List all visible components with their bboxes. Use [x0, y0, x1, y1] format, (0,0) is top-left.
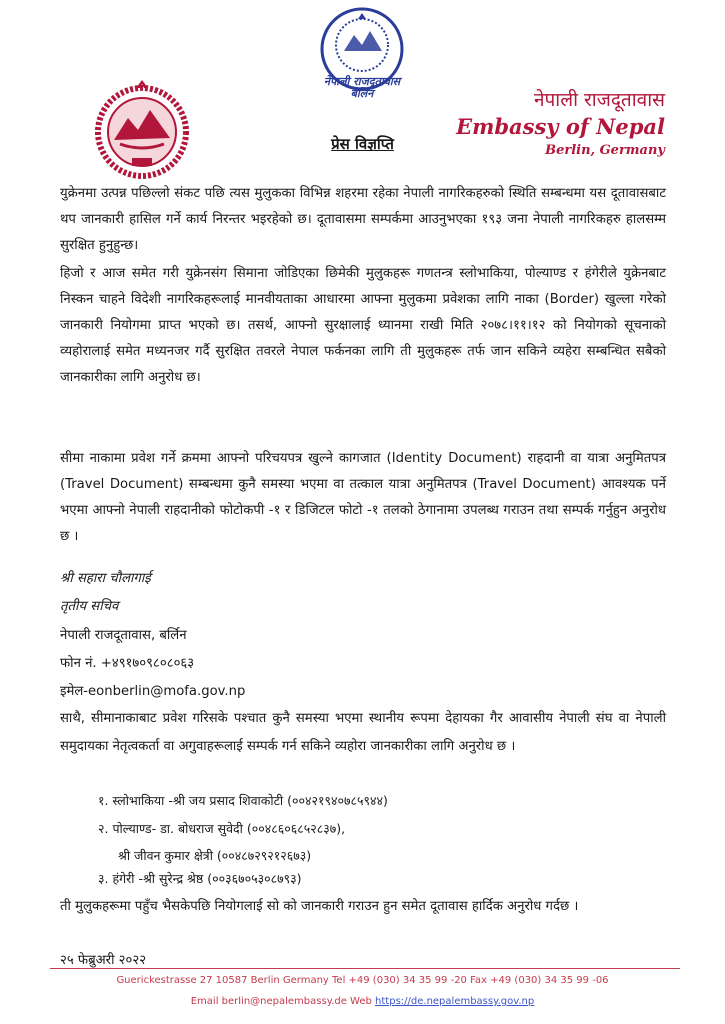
embassy-name-english: Embassy of Nepal: [456, 114, 665, 139]
signatory-name: श्री सहारा चौलागाई: [60, 571, 151, 586]
seal-text-city: बर्लिन: [350, 87, 374, 100]
paragraph-4: साथै, सीमानाकाबाट प्रवेश गरिसके पश्चात कुनै समस्या भएमा स्थानीय रूपमा देहायका गैर आवासीय नेपाली संघ वा नेपाली समुदायका नेतृत्वकर्ता वा अगुवाहरूलाई सम्पर्क गर्न सकिने व्यहोरा जानकारीका लागि अनुरोध छ ।: [60, 711, 666, 754]
footer-contact: [0, 996, 725, 1007]
document-title: [0, 134, 725, 154]
signatory-office: नेपाली राजदूतावास, बर्लिन: [60, 628, 187, 643]
footer-web-link[interactable]: https://de.nepalembassy.gov.np: [375, 996, 535, 1007]
signatory-phone: फोन नं. +४९१७०९८०८०६३: [60, 656, 195, 671]
document-date: २५ फेब्रुअरी २०२२: [60, 953, 147, 968]
footer-email: Email berlin@nepalembassy.de Web: [190, 996, 372, 1007]
contact-item: श्री जीवन कुमार क्षेत्री (००४८७२९२१२६७३): [118, 848, 312, 863]
embassy-city: Berlin, Germany: [545, 143, 665, 158]
paragraph-2: हिजो र आज समेत गरी युक्रेनसंग सिमाना जोडिएका छिमेकी मुलुकहरू गणतन्त्र स्लोभाकिया, पोल्याण्ड र हंगेरीले युक्रेनबाट निस्कन चाहने विदेशी नागरिकहरूलाई मानवीयताका आधारमा आफ्ना मुलुकमा प्रवेशका लागि नाका (Border) खुल्ला गरेको जानकारी नियोगमा प्राप्त भएको छ। तसर्थ, आफ्नो सुरक्षालाई ध्यानमा राखी मिति २०७८।११।१२ को नियोगको सूचनाको व्यहोरालाई समेत मध्यनजर गर्दै सुरक्षित तवरले नेपाल फर्कनका लागि ती मुलुकहरू तर्फ जान सकिने व्यहेरा सम्बन्धित सबैको जानकारीका लागि अनुरोध छ।: [60, 266, 666, 385]
contact-item: २. पोल्याण्ड- डा. बोधराज सुवेदी (००४८६०६८५२८३७),: [98, 821, 346, 836]
paragraph-3: सीमा नाकामा प्रवेश गर्ने क्रममा आफ्नो परिचयपत्र खुल्ने कागजात (Identity Document) राहदानी वा यात्रा अनुमितपत्र (Travel Document) सम्बन्धमा कुनै समस्या भएमा वा तत्काल यात्रा अनुमितपत्र (Travel Document) आवश्यक पर्ने भएमा आफ्नो नेपाली राहदानीको फोटोकपी -१ र डिजिटल फोटो -१ तलको ठेगानामा उपलब्ध गराउन तथा सम्पर्क गर्नुहुन अनुरोध छ ।: [60, 451, 666, 544]
seal-text-embassy: नेपाली राजदूतावास: [323, 75, 401, 88]
signatory-email: इमेल-eonberlin@mofa.gov.np: [60, 684, 246, 699]
contact-item: ३. हंगेरी -श्री सुरेन्द्र श्रेष्ठ (००३६७०५३०८७९३): [98, 871, 302, 886]
document-title-text: प्रेस विज्ञप्ति: [331, 135, 394, 153]
contact-item: १. स्लोभाकिया -श्री जय प्रसाद शिवाकोटी (००४२१९४०७८५९४४): [98, 793, 388, 808]
nepal-coat-of-arms-icon: [92, 80, 192, 180]
paragraph-5: ती मुलुकहरूमा पहुँच भैसकेपछि नियोगलाई सो को जानकारी गराउन हुन समेत दूतावास हार्दिक अनुरोध गर्दछ ।: [60, 899, 579, 914]
signatory-designation: तृतीय सचिव: [60, 599, 119, 614]
footer-divider: [50, 968, 680, 969]
paragraph-1: युक्रेनमा उत्पन्न पछिल्लो संकट पछि त्यस मुलुकका विभिन्न शहरमा रहेका नेपाली नागरिकहरुको स्थिति सम्बन्धमा यस दूतावासबाट थप जानकारी हासिल गर्ने कार्य निरन्तर भइरहेको छ। दूतावासमा सम्पर्कमा आउनुभएका १९३ जना नेपाली नागरिकहरु हालसम्म सुरक्षित हुनुहुन्छ।: [60, 186, 666, 253]
embassy-name-nepali: नेपाली राजदूतावास: [533, 89, 665, 111]
footer-address: Guerickestrasse 27 10587 Berlin Germany Tel +49 (030) 34 35 99 -20 Fax +49 (030) 34 35 99 -06: [116, 975, 609, 986]
